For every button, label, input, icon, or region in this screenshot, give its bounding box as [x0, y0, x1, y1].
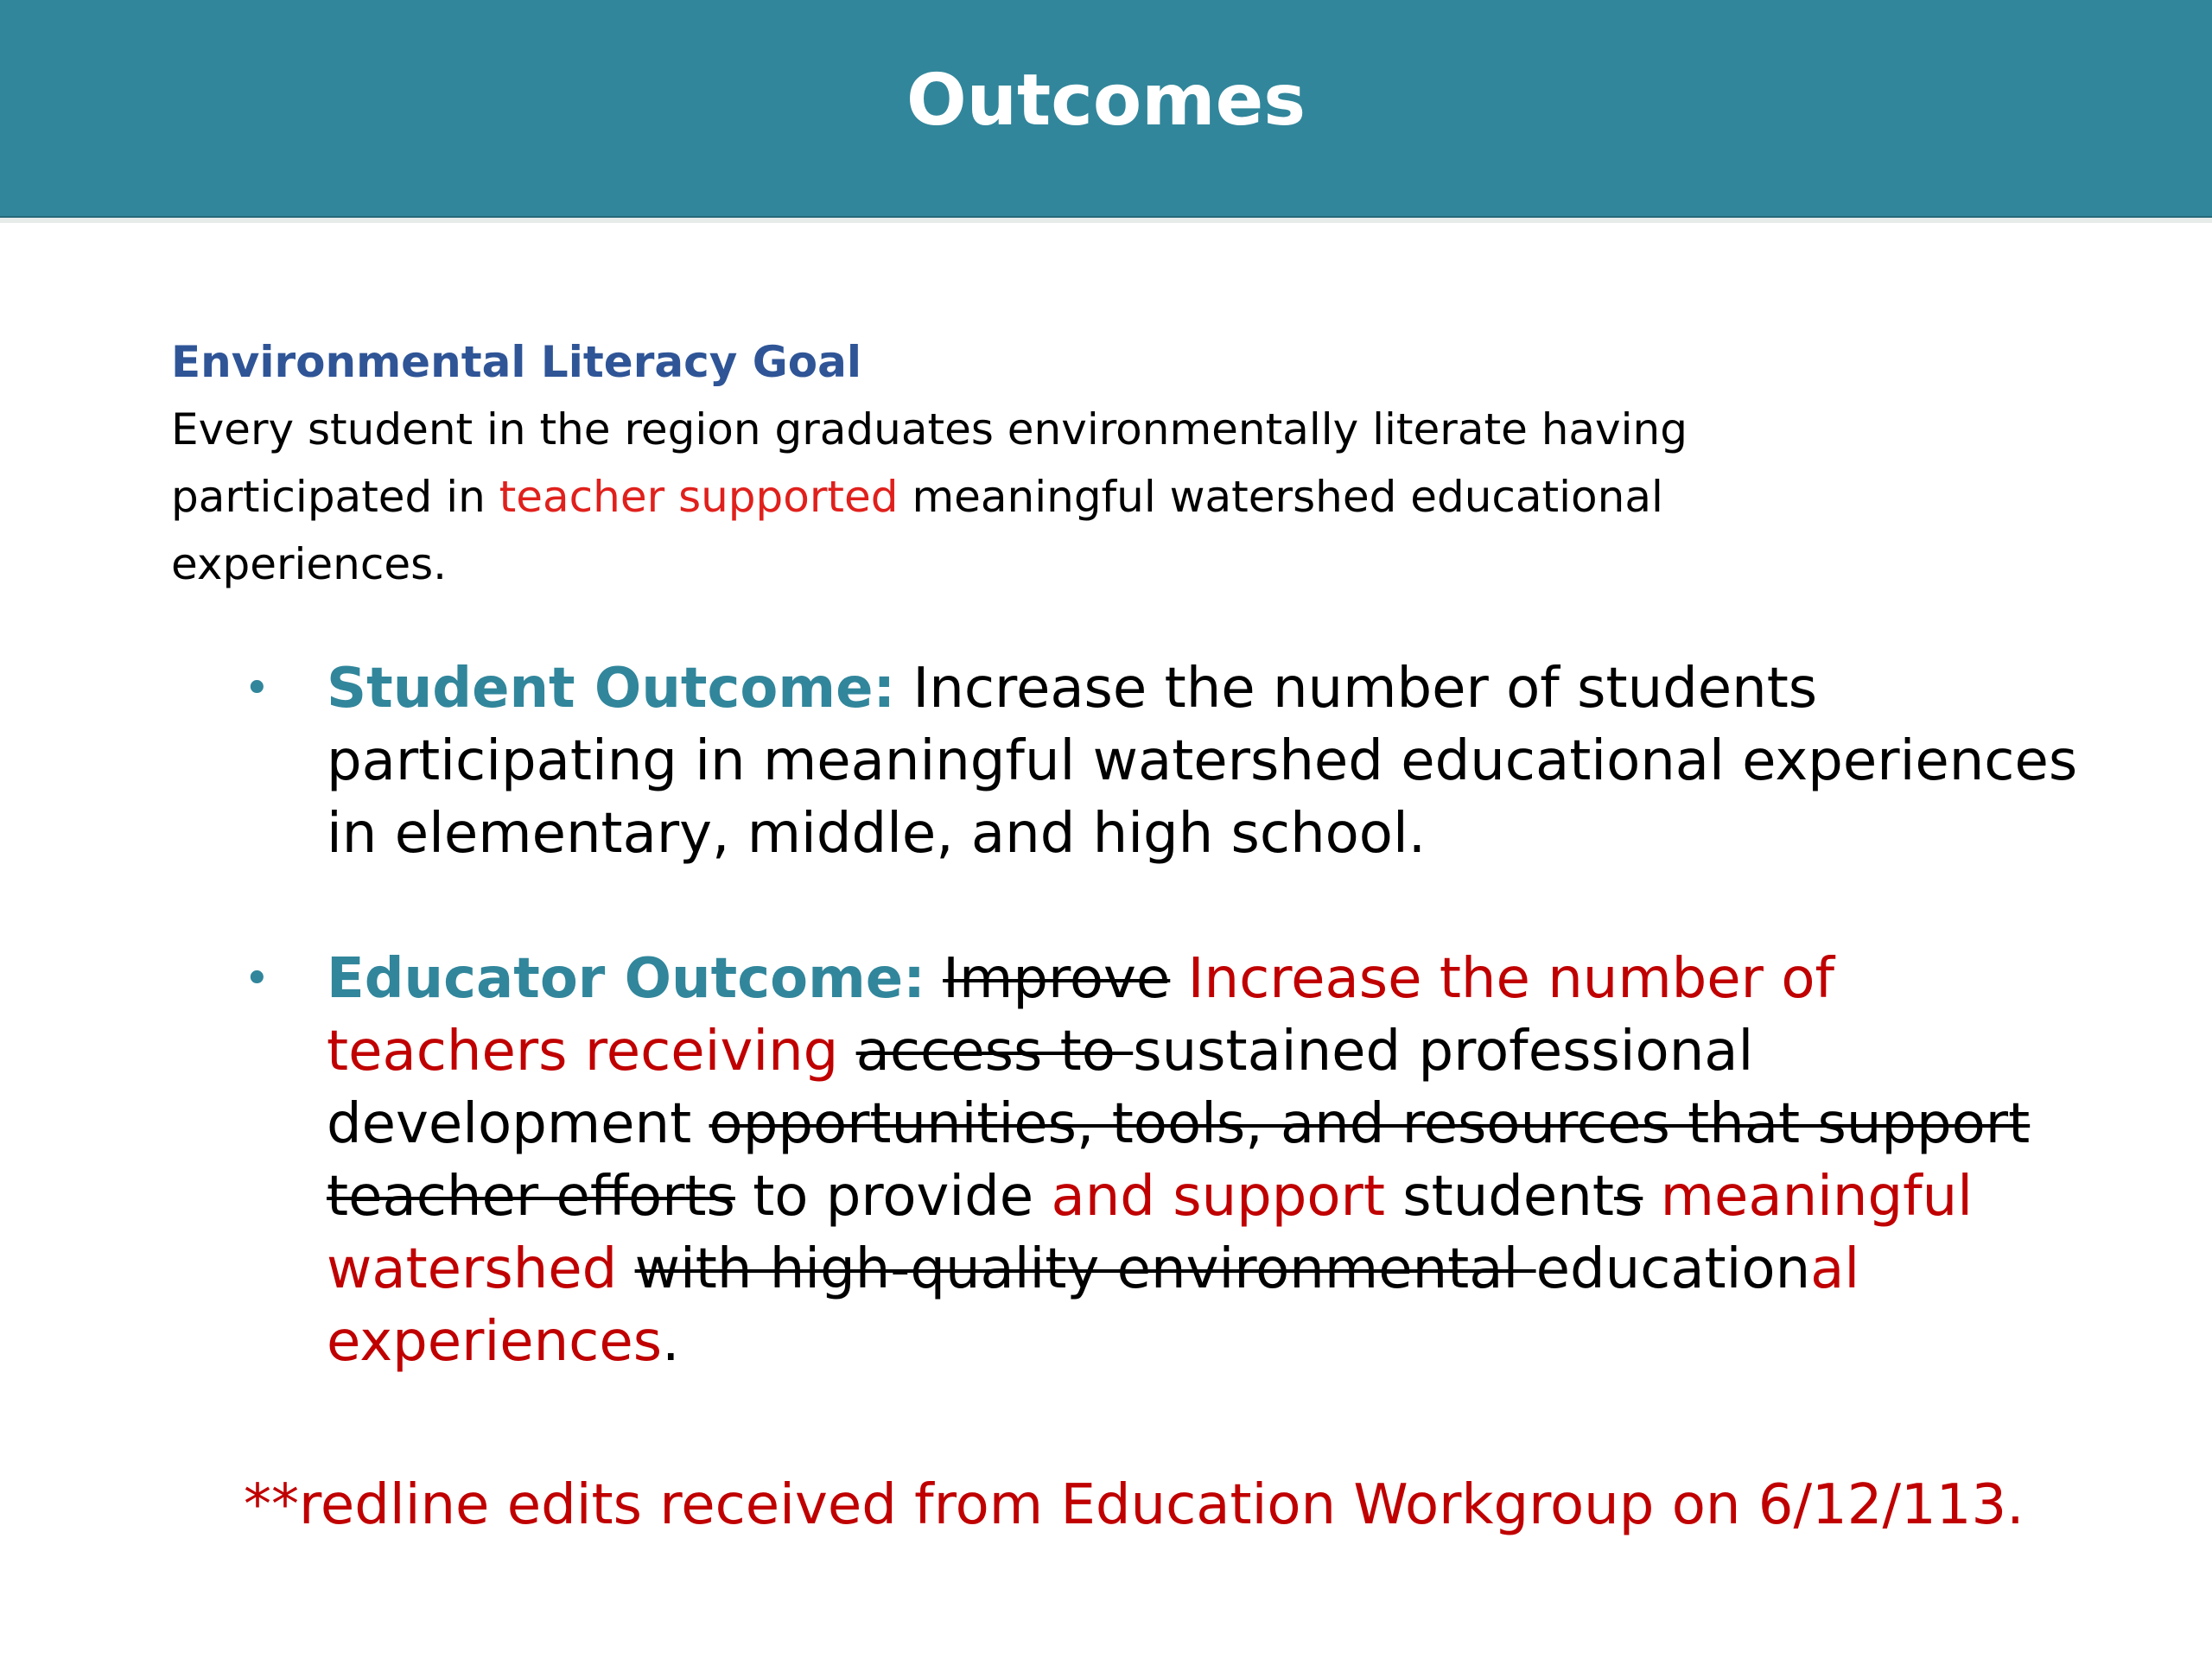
- goal-heading: Environmental Literacy Goal: [171, 337, 861, 387]
- inserted-text: meaningful watershed: [327, 1165, 1973, 1301]
- bullet-icon: •: [244, 953, 270, 1005]
- educator-outcome-label: Educator Outcome:: [327, 947, 925, 1011]
- deleted-text: s: [1613, 1165, 1643, 1229]
- inserted-text: al experiences: [327, 1237, 1860, 1374]
- student-outcome-item: [233, 652, 2082, 870]
- space: [617, 1237, 634, 1301]
- student-outcome-label: Student Outcome:: [327, 657, 896, 721]
- deleted-text: opportunities, tools, and resources that support teacher efforts: [327, 1092, 2031, 1229]
- goal-text: [171, 396, 1813, 598]
- goal-text-part1: Every student in the region graduates environmentally literate having participated in: [171, 404, 1688, 522]
- space: [1643, 1165, 1660, 1229]
- outcome-text: sustained professional development: [327, 1020, 1754, 1156]
- goal-section: [171, 328, 1813, 598]
- deleted-text: access to: [855, 1020, 1134, 1084]
- bullet-icon: •: [244, 663, 270, 715]
- outcome-text: education: [1535, 1237, 1811, 1301]
- outcome-text: to provide: [734, 1165, 1052, 1229]
- student-outcome-text: Increase the number of students participating in meaningful watershed educational experiences in elementary, middle, and high school.: [327, 657, 2078, 866]
- outcome-text: .: [662, 1310, 680, 1374]
- inserted-text: Increase the number of teachers receiving: [327, 947, 1834, 1084]
- outcome-text: student: [1384, 1165, 1614, 1229]
- goal-text-part2: meaningful watershed educational experiences.: [171, 472, 1663, 589]
- redline-footnote: **redline edits received from Education Workgroup on 6/12/113.: [244, 1473, 2024, 1537]
- space: [838, 1020, 855, 1084]
- title-bar: [0, 0, 2212, 223]
- slide-title: Outcomes: [906, 60, 1306, 142]
- deleted-text: Improve: [943, 947, 1171, 1011]
- space: [1170, 947, 1187, 1011]
- educator-outcome-item: [233, 943, 2082, 1378]
- inserted-text: and support: [1051, 1165, 1385, 1229]
- goal-inserted-text: teacher supported: [499, 472, 899, 522]
- outcome-list: [233, 652, 2082, 1451]
- deleted-text: with high-quality environmental: [634, 1237, 1536, 1301]
